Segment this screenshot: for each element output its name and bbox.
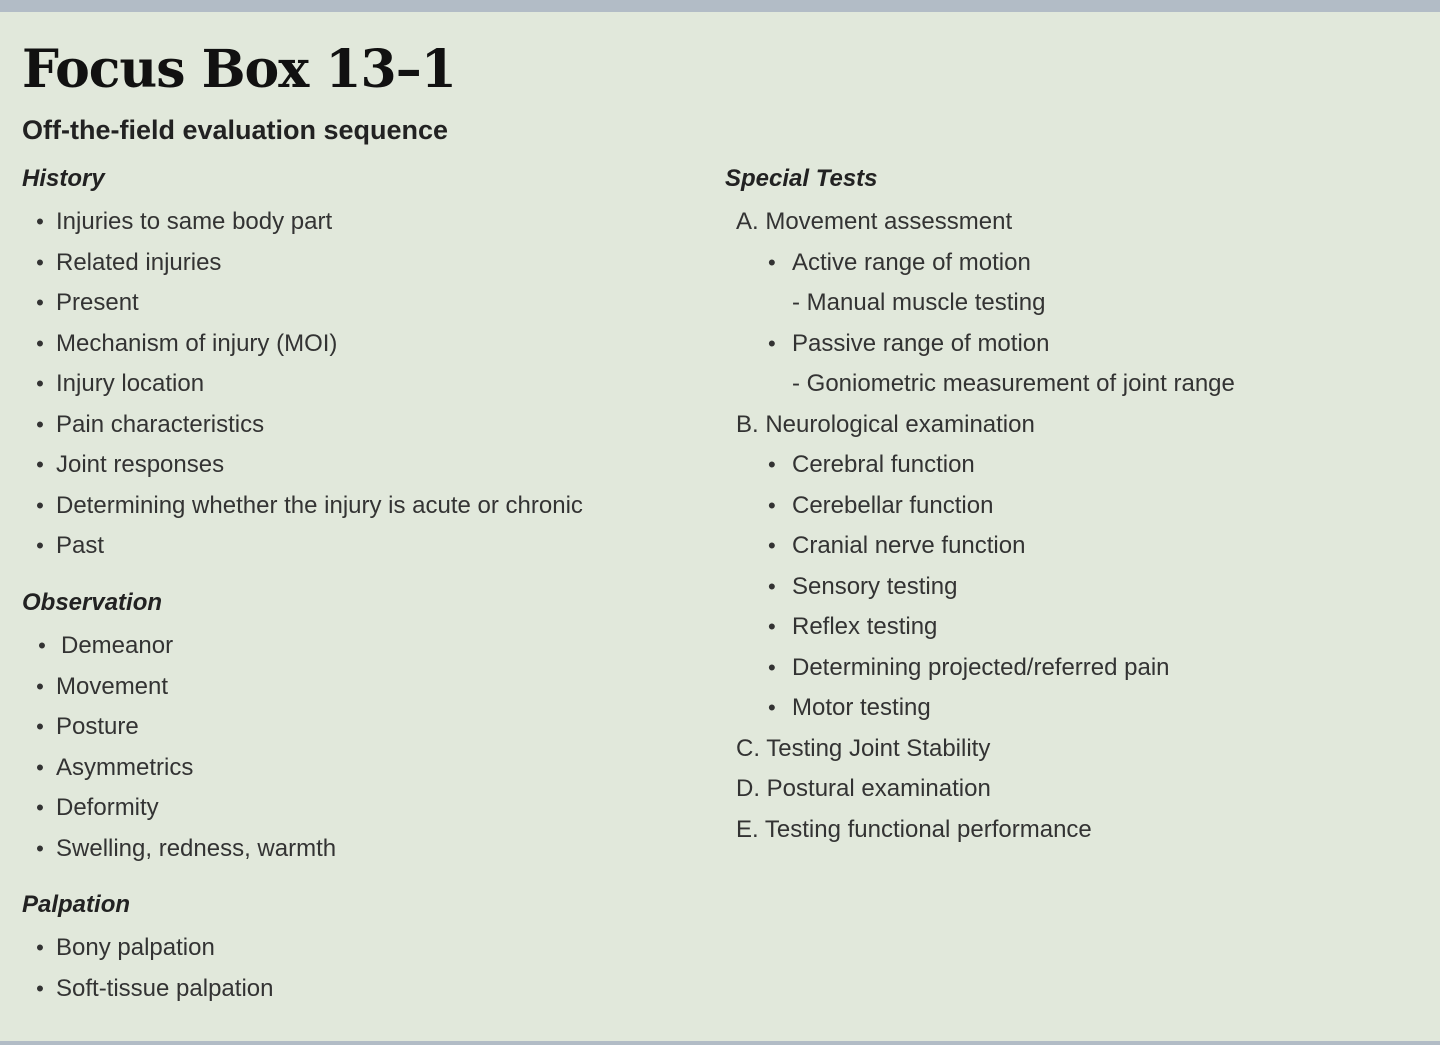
- special-tests-subitem: [736, 526, 1235, 567]
- special-tests-subitem-text: Cranial nerve function: [792, 532, 1026, 559]
- special-tests-subitem: [736, 567, 1235, 608]
- history-item-text: Injuries to same body part: [56, 208, 333, 235]
- palpation-item: [22, 928, 273, 969]
- bullet-icon: •: [768, 452, 776, 477]
- special-tests-subitem: [736, 688, 1235, 729]
- bullet-icon: •: [36, 290, 44, 315]
- special-tests-section-b: B. Neurological examination: [736, 410, 1035, 438]
- special-tests-detail: - Goniometric measurement of joint range: [792, 370, 1235, 397]
- observation-item-text: Movement: [56, 672, 169, 700]
- observation-item-text: Deformity: [56, 794, 159, 821]
- bullet-icon: •: [768, 330, 776, 356]
- observation-item-text: Swelling, redness, warmth: [56, 834, 337, 862]
- bullet-icon: •: [36, 330, 44, 356]
- bullet-icon: •: [768, 533, 776, 558]
- bullet-icon: •: [768, 654, 776, 680]
- history-item: [22, 405, 583, 446]
- observation-item: [22, 829, 336, 870]
- history-item-text: Mechanism of injury (MOI): [56, 329, 338, 357]
- bullet-icon: •: [36, 492, 44, 518]
- bullet-icon: •: [36, 452, 44, 477]
- palpation-item-text: Bony palpation: [56, 934, 215, 961]
- observation-item-text: Posture: [56, 713, 139, 740]
- palpation-item: [22, 969, 273, 1010]
- special-tests-subitem-text: Cerebellar function: [792, 491, 994, 519]
- history-item: [22, 324, 583, 365]
- special-tests-list: [736, 202, 1235, 850]
- bullet-icon: •: [36, 411, 44, 437]
- history-item: [22, 202, 583, 243]
- special-tests-section-d: D. Postural examination: [736, 775, 991, 802]
- special-tests-subitem-text: Determining projected/referred pain: [792, 653, 1170, 681]
- special-tests-subitem-text: Reflex testing: [792, 613, 938, 640]
- special-tests-section-a: A. Movement assessment: [736, 208, 1013, 235]
- bullet-icon: •: [36, 935, 44, 960]
- bullet-icon: •: [36, 533, 44, 558]
- history-item: [22, 364, 583, 405]
- special-tests-section-c: C. Testing Joint Stability: [736, 734, 991, 762]
- history-item-text: Past: [56, 532, 105, 559]
- observation-item: [22, 748, 336, 789]
- focus-box-subtitle: Off-the-field evaluation sequence: [22, 115, 449, 145]
- bullet-icon: •: [768, 249, 776, 275]
- bullet-icon: •: [36, 835, 44, 861]
- special-tests-section-e: E. Testing functional performance: [736, 815, 1092, 843]
- history-list: [22, 202, 583, 567]
- special-tests-subitem-text: Sensory testing: [792, 572, 958, 600]
- bullet-icon: •: [36, 209, 44, 234]
- focus-box-title: Focus Box 13–1: [22, 39, 456, 100]
- palpation-list: [22, 928, 273, 1009]
- history-item-text: Present: [56, 289, 139, 316]
- bullet-icon: •: [768, 573, 776, 599]
- bullet-icon: •: [36, 673, 44, 699]
- bullet-icon: •: [38, 633, 46, 658]
- bullet-icon: •: [36, 371, 44, 396]
- observation-list: [22, 626, 336, 869]
- history-item: [22, 283, 583, 324]
- history-item-text: Determining whether the injury is acute or chronic: [56, 491, 583, 519]
- special-tests-subitem: [736, 648, 1235, 689]
- history-item-text: Pain characteristics: [56, 410, 265, 438]
- observation-item: [22, 788, 336, 829]
- bullet-icon: •: [36, 754, 44, 780]
- bullet-icon: •: [768, 614, 776, 639]
- special-tests-subitem: [736, 324, 1235, 365]
- history-item: [22, 243, 583, 284]
- special-tests-subitem-text: Cerebral function: [792, 451, 975, 478]
- special-tests-subitem: [736, 445, 1235, 486]
- observation-item-text: Demeanor: [61, 632, 174, 659]
- special-tests-heading: Special Tests: [725, 165, 878, 192]
- bullet-icon: •: [768, 492, 776, 518]
- palpation-item-text: Soft-tissue palpation: [56, 974, 274, 1002]
- special-tests-subitem-text: Passive range of motion: [792, 329, 1050, 357]
- history-item-text: Joint responses: [56, 451, 225, 478]
- history-item-text: Injury location: [56, 370, 205, 397]
- history-item: [22, 445, 583, 486]
- history-item: [22, 486, 583, 527]
- history-item: [22, 526, 583, 567]
- observation-heading: Observation: [22, 589, 163, 616]
- special-tests-subitem: [736, 243, 1235, 284]
- bullet-icon: •: [36, 795, 44, 820]
- observation-item: [22, 626, 336, 667]
- bullet-icon: •: [36, 975, 44, 1001]
- history-heading: History: [22, 165, 105, 192]
- bottom-rule: [0, 1041, 1440, 1045]
- observation-item-text: Asymmetrics: [56, 753, 194, 781]
- top-rule: [0, 0, 1440, 12]
- palpation-heading: Palpation: [22, 891, 131, 918]
- observation-item: [22, 707, 336, 748]
- bullet-icon: •: [36, 249, 44, 275]
- special-tests-subitem-text: Motor testing: [792, 694, 931, 721]
- special-tests-detail: - Manual muscle testing: [792, 289, 1046, 316]
- history-item-text: Related injuries: [56, 248, 222, 276]
- special-tests-subitem: [736, 486, 1235, 527]
- bullet-icon: •: [768, 695, 776, 720]
- special-tests-subitem: [736, 607, 1235, 648]
- special-tests-subitem-text: Active range of motion: [792, 248, 1031, 276]
- bullet-icon: •: [36, 714, 44, 739]
- observation-item: [22, 667, 336, 708]
